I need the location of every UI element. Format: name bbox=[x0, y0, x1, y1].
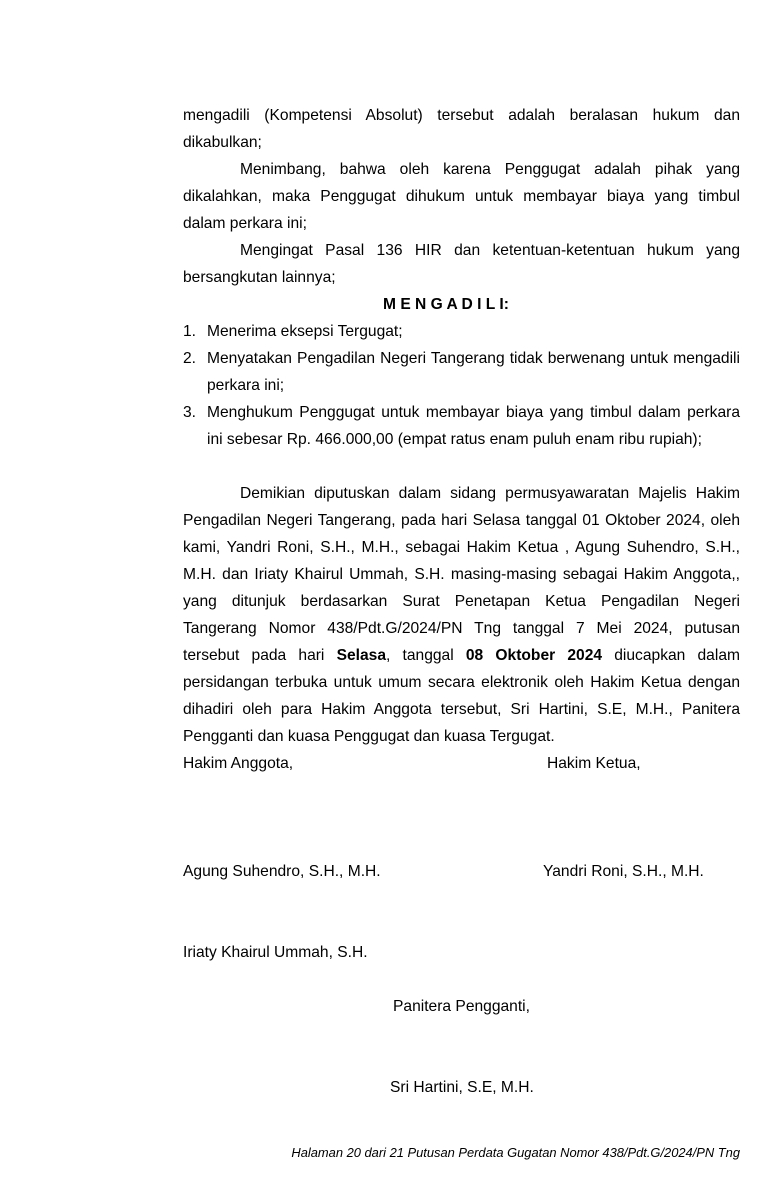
closing-line: kami, Yandri Roni, S.H., M.H., sebagai Hakim Ketua , Agung Suhendro, S.H., bbox=[183, 539, 740, 556]
closing-line: Tangerang Nomor 438/Pdt.G/2024/PN Tng tanggal 7 Mei 2024, putusan bbox=[183, 620, 740, 637]
closing-line-verdict-date bbox=[183, 642, 740, 669]
verdict-item-text: Menghukum Penggugat untuk membayar biaya yang timbul dalam perkara bbox=[207, 404, 740, 421]
consideration-line: dikalahkan, maka Penggugat dihukum untuk membayar biaya yang timbul bbox=[183, 188, 740, 205]
member-judge-1-name: Agung Suhendro, S.H., M.H. bbox=[183, 863, 381, 880]
chief-judge-name: Yandri Roni, S.H., M.H. bbox=[543, 863, 704, 880]
verdict-item-text: Menerima eksepsi Tergugat; bbox=[207, 323, 403, 340]
clerk-title: Panitera Pengganti, bbox=[393, 998, 530, 1015]
verdict-item-continuation: ini sebesar Rp. 466.000,00 (empat ratus enam puluh enam ribu rupiah); bbox=[207, 431, 702, 448]
closing-line: Demikian diputuskan dalam sidang permusyawaratan Majelis Hakim bbox=[240, 485, 740, 502]
verdict-item-number: 3. bbox=[183, 404, 197, 421]
verdict-item-text: Menyatakan Pengadilan Negeri Tangerang tidak berwenang untuk mengadili bbox=[207, 350, 740, 367]
verdict-date: 08 Oktober 2024 bbox=[465, 647, 603, 664]
closing-line: Pengadilan Negeri Tangerang, pada hari Selasa tanggal 01 Oktober 2024, oleh bbox=[183, 512, 740, 529]
closing-line: dihadiri oleh para Hakim Anggota tersebut, Sri Hartini, S.E, M.H., Panitera bbox=[183, 701, 740, 718]
consideration-line: dikabulkan; bbox=[183, 134, 262, 151]
verdict-heading: M E N G A D I L I: bbox=[383, 296, 509, 313]
verdict-item-number: 2. bbox=[183, 350, 197, 367]
verdict-item-number: 1. bbox=[183, 323, 197, 340]
member-judge-2-name: Iriaty Khairul Ummah, S.H. bbox=[183, 944, 368, 961]
closing-line: yang ditunjuk berdasarkan Surat Penetapan Ketua Pengadilan Negeri bbox=[183, 593, 740, 610]
verdict-item bbox=[183, 399, 740, 426]
consideration-line: bersangkutan lainnya; bbox=[183, 269, 336, 286]
clerk-name: Sri Hartini, S.E, M.H. bbox=[390, 1079, 534, 1096]
consideration-line: mengadili (Kompetensi Absolut) tersebut adalah beralasan hukum dan bbox=[183, 107, 740, 124]
closing-text: , tanggal bbox=[386, 647, 466, 664]
member-judge-title: Hakim Anggota, bbox=[183, 755, 294, 772]
closing-line: M.H. dan Iriaty Khairul Ummah, S.H. masing-masing sebagai Hakim Anggota,, bbox=[183, 566, 740, 583]
consideration-line: Mengingat Pasal 136 HIR dan ketentuan-ketentuan hukum yang bbox=[240, 242, 740, 259]
chief-judge-title: Hakim Ketua, bbox=[547, 755, 641, 772]
consideration-line: Menimbang, bahwa oleh karena Penggugat adalah pihak yang bbox=[240, 161, 740, 178]
closing-text: diucapkan dalam bbox=[602, 647, 740, 664]
closing-text: tersebut pada hari bbox=[183, 647, 337, 664]
consideration-line: dalam perkara ini; bbox=[183, 215, 307, 232]
page-footer: Halaman 20 dari 21 Putusan Perdata Gugatan Nomor 438/Pdt.G/2024/PN Tng bbox=[291, 1145, 740, 1160]
verdict-item bbox=[183, 345, 740, 372]
decision-body bbox=[183, 102, 740, 750]
closing-line: Pengganti dan kuasa Penggugat dan kuasa Tergugat. bbox=[183, 728, 555, 745]
closing-line: persidangan terbuka untuk umum secara elektronik oleh Hakim Ketua dengan bbox=[183, 674, 740, 691]
verdict-day: Selasa bbox=[336, 647, 387, 664]
verdict-item bbox=[183, 318, 740, 345]
verdict-item-continuation: perkara ini; bbox=[207, 377, 285, 394]
blank-line bbox=[183, 453, 740, 480]
